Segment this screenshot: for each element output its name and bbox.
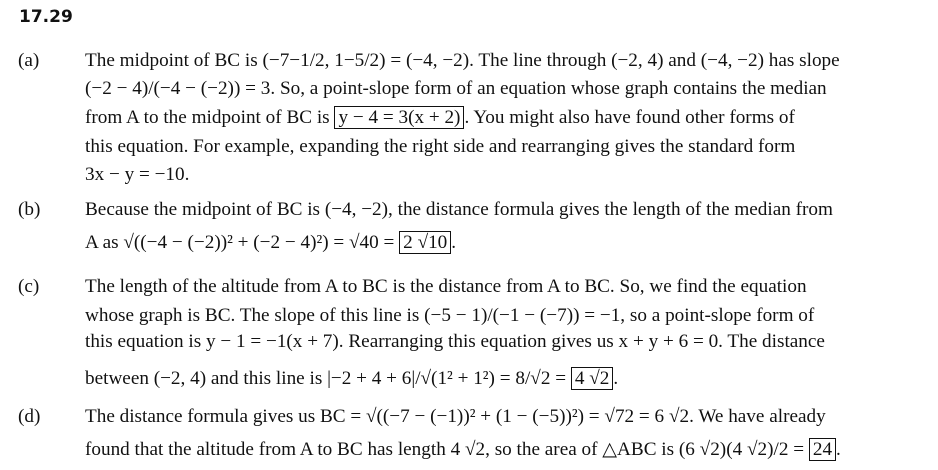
part-b-label: (b) — [18, 199, 41, 220]
part-a-line-1: The midpoint of BC is (−7−1/2, 1−5/2) = (−4, −2). The line through (−2, 4) and (−4, −2) has slope — [85, 50, 840, 71]
part-a-answer-box: y − 4 = 3(x + 2) — [334, 106, 464, 129]
part-c-line-1: The length of the altitude from A to BC is the distance from A to BC. So, we find the equation — [85, 276, 807, 297]
part-a-line-3 — [85, 107, 795, 129]
part-c-line-3: this equation is y − 1 = −1(x + 7). Rearranging this equation gives us x + y + 6 = 0. The distance — [85, 331, 825, 352]
problem-number: 17.29 — [19, 7, 73, 27]
part-d-line-1: The distance formula gives us BC = √((−7 − (−1))² + (1 − (−5))²) = √72 = 6 √2. We have already — [85, 406, 826, 427]
part-b-line-2-text: A as √((−4 − (−2))² + (−2 − 4)²) = √40 = — [85, 232, 395, 253]
part-a-label: (a) — [18, 50, 40, 71]
part-c — [18, 276, 924, 398]
part-b-line-2 — [85, 232, 456, 254]
part-d-line-2-text: found that the altitude from A to BC has length 4 √2, so the area of △ABC is (6 √2)(4 √2)/2 = — [85, 439, 805, 460]
part-d-answer-box: 24 — [809, 438, 836, 461]
part-a-line-5: 3x − y = −10. — [85, 164, 190, 185]
part-a-line-3-text: from A to the midpoint of BC is — [85, 107, 330, 128]
part-a-line-4: this equation. For example, expanding the right side and rearranging gives the standard form — [85, 136, 796, 157]
part-c-line-2: whose graph is BC. The slope of this line is (−5 − 1)/(−1 − (−7)) = −1, so a point-slope form of — [85, 305, 815, 326]
part-d-label: (d) — [18, 406, 41, 427]
part-d-line-2-tail: . — [836, 439, 841, 460]
part-a-line-2: (−2 − 4)/(−4 − (−2)) = 3. So, a point-slope form of an equation whose graph contains the median — [85, 78, 827, 99]
part-c-line-4-tail: . — [613, 368, 619, 389]
part-c-line-4-text: between (−2, 4) and this line is |−2 + 4 + 6|/√(1² + 1²) = 8/√2 = — [85, 368, 567, 389]
part-b-answer-box: 2 √10 — [399, 231, 451, 254]
part-b-line-2-tail: . — [451, 232, 457, 253]
part-d — [18, 406, 924, 468]
part-c-line-4 — [85, 368, 618, 390]
part-a-line-3-tail: . You might also have found other forms of — [464, 107, 795, 128]
part-a — [18, 50, 924, 190]
part-b — [18, 199, 924, 265]
part-d-line-2 — [85, 437, 841, 461]
part-b-line-1: Because the midpoint of BC is (−4, −2), the distance formula gives the length of the median from — [85, 199, 833, 220]
part-c-label: (c) — [18, 276, 40, 297]
part-c-answer-box: 4 √2 — [571, 367, 614, 390]
